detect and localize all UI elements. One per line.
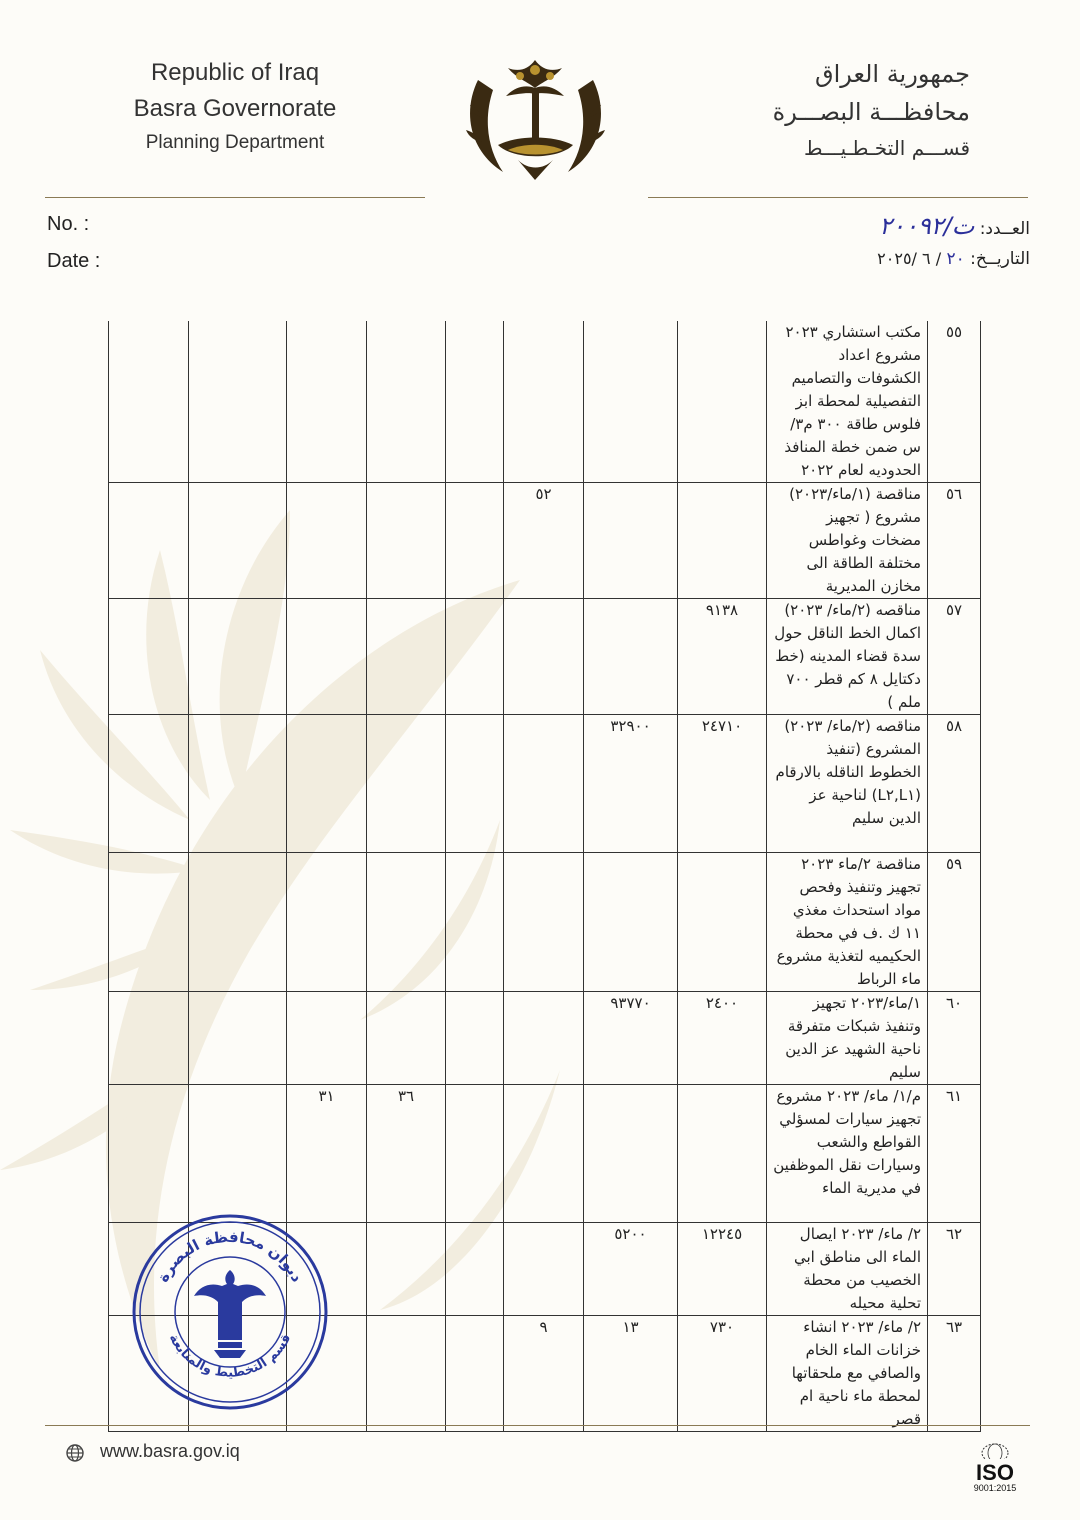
value-cell: [189, 599, 287, 715]
value-cell: ٣٢٩٠٠: [584, 715, 678, 853]
document-number-ar: [879, 212, 1030, 240]
row-number-cell: ٦٣: [928, 1316, 981, 1432]
value-cell: [189, 483, 287, 599]
governorate-name-ar: محافظـــة البصـــرة: [772, 98, 970, 126]
value-cell: ٩٣٧٧٠: [584, 992, 678, 1085]
table-row: [109, 853, 981, 992]
value-cell: [584, 853, 678, 992]
governorate-name-en: Basra Governorate: [133, 95, 337, 122]
value-cell: ٧٣٠: [678, 1316, 767, 1432]
department-name-ar: قســـم التخـطـيـــط: [804, 136, 970, 160]
value-cell: [584, 483, 678, 599]
value-cell: [584, 321, 678, 483]
globe-icon: [66, 1444, 84, 1462]
value-cell: [367, 321, 446, 483]
value-cell: [504, 1085, 584, 1223]
project-description-cell: مناقصة ٢/ماء ٢٠٢٣ تجهيز وتنفيذ وفحص مواد استحداث مغذي ١١ ك .ف في محطة الحكيميه لتغذية مشروع ماء الرباط: [767, 853, 928, 992]
value-cell: [367, 715, 446, 853]
date-month-year-value: / ٦ /٢٠٢٥: [877, 249, 942, 268]
value-cell: [287, 715, 367, 853]
iso-standard: 9001:2015: [973, 1483, 1017, 1493]
document-date-ar: [877, 249, 1030, 269]
iso-globe-icon: [980, 1441, 1010, 1459]
value-cell: [678, 483, 767, 599]
value-cell: [584, 1085, 678, 1223]
value-cell: ٩١٣٨: [678, 599, 767, 715]
value-cell: [678, 853, 767, 992]
value-cell: [109, 715, 189, 853]
project-description-cell: مناقصه (٢/ماء/ ٢٠٢٣) اكمال الخط الناقل حول سدة قضاء المدينه (خط دكتايل ٨ كم قطر ٧٠٠ ملم ): [767, 599, 928, 715]
stamp-inner-text: قسم التخطيط والمتابعة: [165, 1331, 295, 1381]
header-divider-right: [648, 197, 1028, 198]
date-label-ar: التاريــخ:: [970, 249, 1030, 269]
value-cell: ٢٤٧١٠: [678, 715, 767, 853]
value-cell: [109, 853, 189, 992]
row-number-cell: ٥٥: [928, 321, 981, 483]
value-cell: [446, 1316, 504, 1432]
row-number-cell: ٥٨: [928, 715, 981, 853]
value-cell: [287, 599, 367, 715]
date-day-value: ٢٠: [946, 249, 965, 269]
value-cell: [446, 1223, 504, 1316]
value-cell: ٥٢٠٠: [584, 1223, 678, 1316]
table-row: [109, 1085, 981, 1223]
value-cell: [446, 483, 504, 599]
value-cell: [504, 853, 584, 992]
value-cell: [189, 321, 287, 483]
row-number-cell: ٥٩: [928, 853, 981, 992]
row-number-cell: ٦٠: [928, 992, 981, 1085]
value-cell: [504, 599, 584, 715]
value-cell: [287, 321, 367, 483]
value-cell: [189, 715, 287, 853]
footer-divider: [45, 1425, 1030, 1426]
iso-label: ISO: [976, 1460, 1014, 1485]
eagle-icon: [194, 1270, 266, 1358]
country-name-ar: جمهورية العراق: [814, 60, 970, 88]
value-cell: [189, 1085, 287, 1223]
value-cell: [504, 715, 584, 853]
number-label-ar: العــدد:: [979, 219, 1030, 239]
value-cell: [367, 853, 446, 992]
value-cell: ٩: [504, 1316, 584, 1432]
document-number-value: ت/٢٠٠٩٢: [879, 212, 975, 240]
row-number-cell: ٦٢: [928, 1223, 981, 1316]
row-number-cell: ٥٦: [928, 483, 981, 599]
department-name-en: Planning Department: [145, 132, 325, 153]
value-cell: [446, 321, 504, 483]
value-cell: [446, 715, 504, 853]
value-cell: [109, 599, 189, 715]
value-cell: ٣٦: [367, 1085, 446, 1223]
value-cell: [189, 853, 287, 992]
project-description-cell: ٢/ ماء/ ٢٠٢٣ انشاء خزانات الماء الخام والصافي مع ملحقاتها لمحطة ماء ناحية ام قصر: [767, 1316, 928, 1432]
value-cell: [504, 992, 584, 1085]
number-label-en: No. :: [47, 213, 90, 235]
value-cell: [367, 1223, 446, 1316]
country-name-en: Republic of Iraq: [150, 59, 320, 86]
value-cell: [189, 992, 287, 1085]
value-cell: [287, 483, 367, 599]
project-description-cell: مكتب استشاري ٢٠٢٣ مشروع اعداد الكشوفات والتصاميم التفصيلية لمحطة ابز فلوس طاقة ٣٠٠ م٣/س ضمن خطة المنافذ الحدوديه لعام ٢٠٢٢: [767, 321, 928, 483]
project-description-cell: ١/ماء/٢٠٢٣ تجهيز وتنفيذ شبكات متفرقة ناحية الشهيد عز الدين سليم: [767, 992, 928, 1085]
table-row: [109, 599, 981, 715]
stamp-outer-text: ديوان محافظة البصرة: [153, 1227, 307, 1286]
english-header: [90, 55, 380, 159]
value-cell: [504, 1223, 584, 1316]
value-cell: [446, 992, 504, 1085]
website-link[interactable]: www.basra.gov.iq: [100, 1441, 240, 1461]
value-cell: [287, 853, 367, 992]
value-cell: [678, 321, 767, 483]
project-description-cell: ٢/ ماء/ ٢٠٢٣ ايصال الماء الى مناطق ابي الخصيب من محطة تحلية محيله: [767, 1223, 928, 1316]
value-cell: [109, 321, 189, 483]
row-number-cell: ٦١: [928, 1085, 981, 1223]
table-row: [109, 321, 981, 483]
header-divider-left: [45, 197, 425, 198]
value-cell: ٢٤٠٠: [678, 992, 767, 1085]
value-cell: [287, 992, 367, 1085]
value-cell: ١٣: [584, 1316, 678, 1432]
table-row: [109, 715, 981, 853]
value-cell: [446, 1085, 504, 1223]
table-row: [109, 483, 981, 599]
project-description-cell: مناقصة (١/ماء/٢٠٢٣) مشروع ( تجهيز مضخات وغواطس مختلفة الطاقة الى مخازن المديرية: [767, 483, 928, 599]
arabic-header: [670, 55, 970, 165]
value-cell: [367, 599, 446, 715]
value-cell: ٥٢: [504, 483, 584, 599]
value-cell: ٣١: [287, 1085, 367, 1223]
official-stamp: [130, 1212, 330, 1412]
value-cell: [367, 483, 446, 599]
value-cell: [367, 1316, 446, 1432]
date-label-en: Date :: [47, 250, 101, 272]
value-cell: [367, 992, 446, 1085]
basra-emblem-logo: [458, 50, 613, 185]
project-description-cell: مناقصه (٢/ماء/ ٢٠٢٣) المشروع (تنفيذ الخطوط الناقله بالارقام (L١,L٢) لناحية عز الدين سليم: [767, 715, 928, 853]
value-cell: [584, 599, 678, 715]
value-cell: [678, 1085, 767, 1223]
value-cell: [109, 483, 189, 599]
value-cell: ١٢٢٤٥: [678, 1223, 767, 1316]
value-cell: [446, 599, 504, 715]
value-cell: [109, 1085, 189, 1223]
value-cell: [109, 992, 189, 1085]
value-cell: [504, 321, 584, 483]
iso-certification-badge: [960, 1441, 1030, 1501]
project-description-cell: م/١/ ماء/ ٢٠٢٣ مشروع تجهيز سيارات لمسؤلي القواطع والشعب وسيارات نقل الموظفين في مديرية الماء: [767, 1085, 928, 1223]
value-cell: [446, 853, 504, 992]
row-number-cell: ٥٧: [928, 599, 981, 715]
table-row: [109, 992, 981, 1085]
